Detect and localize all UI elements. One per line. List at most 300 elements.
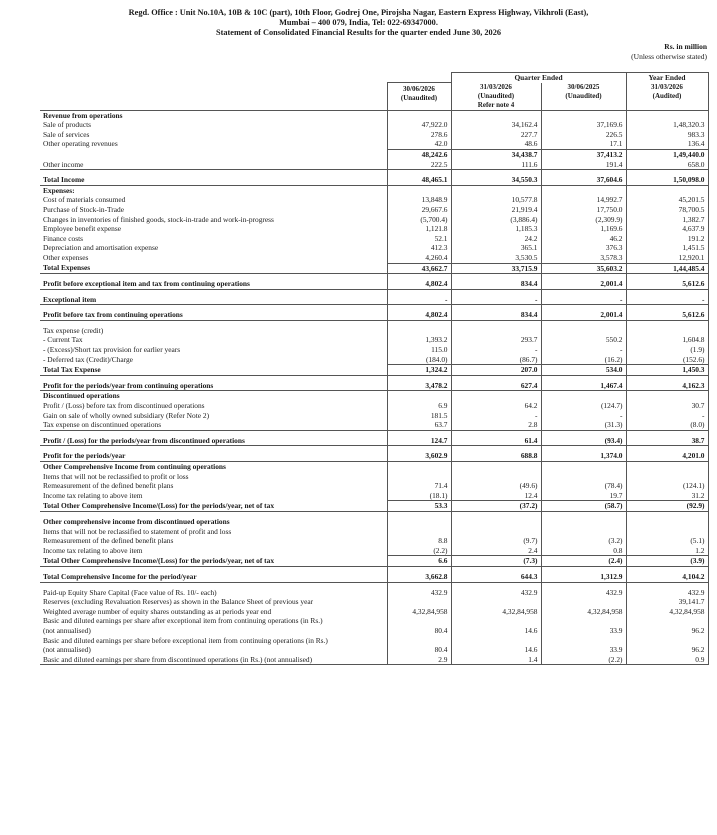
row-value-col2: (9.7) [451, 536, 541, 546]
row-value-col1: 124.7 [387, 436, 451, 446]
row-value-col3: 3,578.3 [541, 253, 626, 263]
row-value-col2: 64.2 [451, 401, 541, 411]
row-value-col4 [626, 517, 708, 527]
row-value-col2: 12.4 [451, 491, 541, 501]
row-label: Revenue from operations [40, 110, 387, 120]
table-row-total-oci-discontinued [40, 556, 708, 567]
row-value-col1: 2.9 [387, 655, 451, 665]
col1-header [387, 83, 451, 111]
row-value-col3: 17,750.0 [541, 205, 626, 215]
table-row-profit-before-exceptional [40, 279, 708, 289]
row-value-col2: 3,530.5 [451, 253, 541, 263]
row-value-col4: (152.6) [626, 355, 708, 365]
row-label: Paid-up Equity Share Capital (Face value of Rs. 10/- each) [43, 587, 217, 597]
row-value-col3: 35,603.2 [541, 263, 626, 274]
row-value-col2: 1.4 [451, 655, 541, 665]
row-value-col1: 42.0 [387, 139, 451, 149]
row-label [40, 149, 387, 159]
year-ended-group: Year Ended [626, 73, 708, 83]
row-value-col3: 33.9 [541, 645, 626, 655]
row-value-col3: 1,467.4 [541, 381, 626, 391]
table-row-disc-income-tax [40, 546, 708, 556]
row-value-col1: 3,662.8 [387, 572, 451, 582]
row-value-col2: 627.4 [451, 381, 541, 391]
row-value-col4: 0.9 [626, 655, 708, 665]
row-value-col3: (2.2) [541, 655, 626, 665]
row-value-col2: 207.0 [451, 365, 541, 376]
row-value-col2: (37.2) [451, 501, 541, 512]
table-row-other-operating-revenues [40, 139, 708, 149]
row-value-col2: 2.4 [451, 546, 541, 556]
row-value-col3: 2,001.4 [541, 279, 626, 289]
table-row-eps-before-exceptional-note [40, 645, 708, 655]
row-value-col4: 191.2 [626, 234, 708, 244]
col3-date: 30/06/2025 [567, 82, 600, 91]
table-row-gain-on-sale [40, 411, 708, 421]
row-value-col4 [626, 326, 708, 336]
row-value-col3 [541, 517, 626, 527]
row-value-col1 [387, 326, 451, 336]
row-value-col1 [387, 110, 451, 120]
row-value-col3: 1,312.9 [541, 572, 626, 582]
row-value-col4 [626, 462, 708, 472]
row-value-col2: 21,919.4 [451, 205, 541, 215]
table-row-oci-continuing-heading [40, 462, 708, 472]
row-label: Gain on sale of wholly owned subsidiary (Refer Note 2) [43, 410, 210, 420]
row-value-col4: 4,162.3 [626, 381, 708, 391]
row-value-col3: 226.5 [541, 130, 626, 140]
row-value-col1: 47,922.0 [387, 120, 451, 130]
row-label: Expenses: [40, 185, 387, 195]
table-row-remeasurement [40, 481, 708, 491]
col2-header [451, 83, 541, 111]
row-value-col4 [626, 616, 708, 626]
col2-date: 31/03/2026 [480, 82, 512, 91]
row-value-col2: 111.6 [451, 160, 541, 170]
table-row-exceptional-item [40, 295, 708, 305]
col2-status: (Unaudited) [477, 91, 515, 100]
row-value-col4: 4,104.2 [626, 572, 708, 582]
row-value-col1: 222.5 [387, 160, 451, 170]
row-value-col4: - [626, 295, 708, 305]
table-row-total-expenses [40, 263, 708, 274]
row-value-col4: - [626, 411, 708, 421]
row-label: Basic and diluted earnings per share from discontinued operations (in Rs.) (not annualised) [43, 654, 313, 664]
row-value-col1 [387, 636, 451, 646]
row-value-col4: 38.7 [626, 436, 708, 446]
row-value-col2 [451, 636, 541, 646]
row-value-col3: - [541, 345, 626, 355]
row-value-col1: (184.0) [387, 355, 451, 365]
row-value-col2 [451, 616, 541, 626]
row-value-col2: 24.2 [451, 234, 541, 244]
row-value-col4: 96.2 [626, 645, 708, 655]
row-value-col2: 33,715.9 [451, 263, 541, 274]
row-value-col1: 71.4 [387, 481, 451, 491]
row-label: Sale of products [43, 120, 92, 130]
row-label: (not annualised) [43, 625, 91, 635]
table-row-eps-after-exceptional-note [40, 626, 708, 636]
row-label: Basic and diluted earnings per share after exceptional item from continuing operations (in Rs.) [43, 616, 323, 626]
table-row-current-tax [40, 335, 708, 345]
row-label: Basic and diluted earnings per share before exceptional item from continuing operations (in Rs.) [43, 635, 328, 645]
row-value-col2: (3,886.4) [451, 215, 541, 225]
row-value-col3: 0.8 [541, 546, 626, 556]
office-city: Mumbai – 400 079, India, Tel: 022-69347000. [279, 18, 438, 27]
row-value-col3 [541, 391, 626, 401]
table-row-total-tax [40, 365, 708, 376]
row-value-col4: 1,49,440.0 [626, 149, 708, 159]
row-value-col2: 2.8 [451, 420, 541, 430]
row-value-col4: 1.2 [626, 546, 708, 556]
row-value-col3: 17.1 [541, 139, 626, 149]
row-value-col3: (31.3) [541, 420, 626, 430]
row-value-col2 [451, 462, 541, 472]
row-value-col3 [541, 185, 626, 195]
row-label: Income tax relating to above item [43, 490, 143, 500]
table-row-profit-for-period [40, 451, 708, 461]
row-label: Other Comprehensive Income from continuing operations [40, 462, 387, 472]
row-value-col4: (92.9) [626, 501, 708, 512]
table-row-finance-costs [40, 234, 708, 244]
row-value-col3 [541, 110, 626, 120]
row-value-col1: 13,848.9 [387, 195, 451, 205]
table-header-group-row [40, 73, 708, 83]
table-row-eps-before-exceptional [40, 636, 708, 646]
table-row-short-tax [40, 345, 708, 355]
row-value-col3 [541, 326, 626, 336]
row-value-col2 [451, 110, 541, 120]
row-value-col4: 31.2 [626, 491, 708, 501]
row-value-col3: (3.2) [541, 536, 626, 546]
row-label: Other expenses [43, 252, 89, 262]
row-label: Discontinued operations [40, 391, 387, 401]
row-value-col2 [451, 597, 541, 607]
row-label: Profit before exceptional item and tax from continuing operations [43, 279, 250, 289]
row-value-col3: 33.9 [541, 626, 626, 636]
row-value-col1: 29,667.6 [387, 205, 451, 215]
row-label: Weighted average number of equity shares outstanding as at periods year end [43, 606, 272, 616]
row-value-col3: 534.0 [541, 365, 626, 376]
row-value-col2 [451, 391, 541, 401]
table-header-date-row [40, 83, 708, 111]
table-row-eps-discontinued [40, 655, 708, 665]
row-value-col2: 293.7 [451, 335, 541, 345]
row-value-col2: 14.6 [451, 645, 541, 655]
row-value-col2: (7.3) [451, 556, 541, 567]
row-value-col1: 63.7 [387, 420, 451, 430]
col3-header [541, 83, 626, 111]
row-value-col3: 550.2 [541, 335, 626, 345]
table-row-sale-of-services [40, 130, 708, 140]
registered-office: Regd. Office : Unit No.10A, 10B & 10C (part), 10th Floor, Godrej One, Pirojsha Nagar, Eastern Express Highway, Vikhroli (East), [128, 8, 589, 17]
row-value-col3: 432.9 [541, 588, 626, 598]
row-value-col1: (5,700.4) [387, 215, 451, 225]
row-value-col4: (5.1) [626, 536, 708, 546]
row-label: Finance costs [43, 233, 84, 243]
row-value-col3: 37,169.6 [541, 120, 626, 130]
row-value-col4 [626, 472, 708, 482]
row-value-col1 [387, 391, 451, 401]
table-row-profit-before-tax [40, 310, 708, 320]
row-value-col3: 2,001.4 [541, 310, 626, 320]
row-value-col4: 1,44,485.4 [626, 263, 708, 274]
table-row-profit-continuing [40, 381, 708, 391]
row-value-col4: 39,141.7 [626, 597, 708, 607]
row-value-col1: 48,242.6 [387, 149, 451, 159]
row-label: Sale of services [43, 129, 90, 139]
row-value-col2 [451, 326, 541, 336]
table-body [40, 110, 708, 665]
row-value-col3: - [541, 411, 626, 421]
row-value-col1 [387, 597, 451, 607]
row-value-col4: 78,700.5 [626, 205, 708, 215]
row-value-col1: 181.5 [387, 411, 451, 421]
row-value-col4: 658.0 [626, 160, 708, 170]
row-label: Total Other Comprehensive Income/(Loss) for the periods/year, net of tax [43, 500, 275, 510]
row-value-col2: 34,438.7 [451, 149, 541, 159]
row-label: Items that will not be reclassified to statement of profit and loss [43, 526, 232, 536]
row-value-col4 [626, 636, 708, 646]
row-value-col1: 4,802.4 [387, 310, 451, 320]
row-value-col4: (3.9) [626, 556, 708, 567]
row-value-col2 [451, 185, 541, 195]
table-row-expenses-heading [40, 185, 708, 195]
row-value-col2: 1,185.3 [451, 224, 541, 234]
table-row-deferred-tax [40, 355, 708, 365]
row-value-col1: (18.1) [387, 491, 451, 501]
row-value-col1 [387, 462, 451, 472]
row-value-col4 [626, 391, 708, 401]
row-value-col3: 37,604.6 [541, 175, 626, 185]
row-value-col2: 34,550.3 [451, 175, 541, 185]
row-value-col2: 4,32,84,958 [451, 607, 541, 617]
col4-status: (Audited) [652, 91, 682, 100]
row-value-col1: 53.3 [387, 501, 451, 512]
row-value-col1 [387, 472, 451, 482]
results-table [40, 72, 709, 665]
col2-note: Refer note 4 [477, 100, 515, 109]
row-value-col1: 80.4 [387, 626, 451, 636]
table-end-row [40, 665, 708, 666]
row-label: (not annualised) [43, 645, 91, 655]
table-row-sale-of-products [40, 120, 708, 130]
row-value-col1: (2.2) [387, 546, 451, 556]
row-value-col4: 1,451.5 [626, 243, 708, 253]
row-value-col4: 1,50,098.0 [626, 175, 708, 185]
table-row-tax-heading [40, 326, 708, 336]
row-label: Exceptional item [43, 294, 97, 304]
row-value-col4: 45,201.5 [626, 195, 708, 205]
table-row-changes-in-inventories [40, 215, 708, 225]
row-value-col1: 278.6 [387, 130, 451, 140]
col1-date: 30/06/2026 [403, 85, 435, 94]
table-row-revenue-heading [40, 110, 708, 120]
row-value-col1 [387, 517, 451, 527]
row-value-col2: - [451, 345, 541, 355]
row-label: Tax expense on discontinued operations [43, 420, 162, 430]
table-row-weighted-average-shares [40, 607, 708, 617]
row-value-col3 [541, 462, 626, 472]
row-value-col1: 52.1 [387, 234, 451, 244]
table-row-reserves [40, 597, 708, 607]
row-value-col1: - [387, 295, 451, 305]
row-value-col4 [626, 110, 708, 120]
row-value-col2: - [451, 295, 541, 305]
row-label: Items that will not be reclassified to profit or loss [43, 471, 189, 481]
row-value-col1 [387, 185, 451, 195]
col4-date: 31/03/2026 [651, 82, 683, 91]
row-label: Employee benefit expense [43, 224, 121, 234]
units-label: Rs. in million [664, 42, 707, 51]
row-label: - (Excess)/Short tax provision for earlier years [43, 345, 181, 355]
row-value-col4: 136.4 [626, 139, 708, 149]
row-value-col4 [626, 185, 708, 195]
table-row-eps-after-exceptional [40, 616, 708, 626]
row-value-col3: 1,374.0 [541, 451, 626, 461]
row-value-col4: (1.9) [626, 345, 708, 355]
row-value-col2: 34,162.4 [451, 120, 541, 130]
row-value-col4: 5,612.6 [626, 279, 708, 289]
row-value-col3: 376.3 [541, 243, 626, 253]
row-value-col1: 3,478.2 [387, 381, 451, 391]
row-value-col1: 115.0 [387, 345, 451, 355]
row-value-col2: 10,577.8 [451, 195, 541, 205]
row-value-col3 [541, 472, 626, 482]
row-value-col2: (49.6) [451, 481, 541, 491]
row-value-col3 [541, 616, 626, 626]
row-value-col3 [541, 636, 626, 646]
row-value-col2: 365.1 [451, 243, 541, 253]
table-row-equity-share-capital [40, 588, 708, 598]
row-label: Reserves (excluding Revaluation Reserves) as shown in the Balance Sheet of previous year [43, 597, 314, 607]
row-value-col1: 6.9 [387, 401, 451, 411]
row-value-col2: 834.4 [451, 279, 541, 289]
row-value-col3: 46.2 [541, 234, 626, 244]
table-row-discontinued-heading [40, 391, 708, 401]
row-value-col4: 4,201.0 [626, 451, 708, 461]
row-value-col4: 12,920.1 [626, 253, 708, 263]
table-row-disc-remeasurement [40, 536, 708, 546]
row-value-col2: 688.8 [451, 451, 541, 461]
row-value-col1: 43,662.7 [387, 263, 451, 274]
row-value-col4: 30.7 [626, 401, 708, 411]
row-value-col3: 37,413.2 [541, 149, 626, 159]
col4-header [626, 83, 708, 111]
row-value-col1: 1,324.2 [387, 365, 451, 376]
table-row-total-income [40, 175, 708, 185]
row-value-col3: (2.4) [541, 556, 626, 567]
table-row-oci-income-tax [40, 491, 708, 501]
row-value-col3 [541, 527, 626, 537]
row-label: Cost of materials consumed [43, 195, 126, 205]
row-value-col2 [451, 527, 541, 537]
row-label: Total Tax Expense [43, 364, 101, 374]
row-label: Profit / (Loss) before tax from discontinued operations [43, 401, 205, 411]
row-value-col3: (16.2) [541, 355, 626, 365]
row-value-col4: 5,612.6 [626, 310, 708, 320]
row-value-col3: 19.7 [541, 491, 626, 501]
row-value-col1: 412.3 [387, 243, 451, 253]
row-value-col4: 4,637.9 [626, 224, 708, 234]
row-value-col2: 227.7 [451, 130, 541, 140]
row-value-col1: 8.8 [387, 536, 451, 546]
row-value-col1 [387, 616, 451, 626]
row-value-col4: (124.1) [626, 481, 708, 491]
row-value-col2: (86.7) [451, 355, 541, 365]
table-row-depreciation [40, 243, 708, 253]
row-value-col3: (78.4) [541, 481, 626, 491]
row-value-col3: (58.7) [541, 501, 626, 512]
table-row-other-income [40, 160, 708, 170]
row-value-col3: 191.4 [541, 160, 626, 170]
row-label: Total Income [43, 175, 85, 185]
row-value-col1: 3,602.9 [387, 451, 451, 461]
table-row-oci-disc-not-reclassified [40, 527, 708, 537]
row-value-col3: (2,309.9) [541, 215, 626, 225]
table-row-oci-not-reclassified [40, 472, 708, 482]
row-value-col3: (93.4) [541, 436, 626, 446]
row-value-col2: 644.3 [451, 572, 541, 582]
row-label: Remeasurement of the defined benefit plans [43, 481, 174, 491]
row-value-col2: - [451, 411, 541, 421]
row-value-col3 [541, 597, 626, 607]
row-label: Tax expense (credit) [43, 325, 104, 335]
row-label: Purchase of Stock-in-Trade [43, 204, 125, 214]
table-row-revenue-total [40, 149, 708, 159]
row-value-col1 [387, 527, 451, 537]
row-label: Changes in inventories of finished goods, stock-in-trade and work-in-progress [43, 214, 274, 224]
row-value-col1: 4,260.4 [387, 253, 451, 263]
table-row-materials-consumed [40, 195, 708, 205]
table-row-oci-discontinued-heading [40, 517, 708, 527]
row-label: Profit before tax from continuing operations [43, 310, 183, 320]
row-label: Total Expenses [43, 263, 91, 272]
table-row-total-comprehensive-income [40, 572, 708, 582]
row-value-col3: (124.7) [541, 401, 626, 411]
row-value-col4: 96.2 [626, 626, 708, 636]
table-row-stock-in-trade [40, 205, 708, 215]
row-value-col3: 1,169.6 [541, 224, 626, 234]
row-value-col1: 80.4 [387, 645, 451, 655]
col3-status: (Unaudited) [565, 91, 602, 100]
table-row-discontinued-profit-before-tax [40, 401, 708, 411]
row-value-col2: 48.6 [451, 139, 541, 149]
row-label: Total Other Comprehensive Income/(Loss) for the periods/year, net of tax [43, 555, 275, 565]
row-value-col1: 4,802.4 [387, 279, 451, 289]
row-value-col2 [451, 517, 541, 527]
units-note: (Unless otherwise stated) [631, 52, 707, 61]
table-row-other-expenses [40, 253, 708, 263]
row-value-col3: - [541, 295, 626, 305]
row-label: Other comprehensive income from discontinued operations [43, 516, 230, 526]
row-value-col2: 14.6 [451, 626, 541, 636]
row-label: Remeasurement of the defined benefit plans [43, 536, 174, 546]
row-label: Income tax relating to above item [43, 545, 143, 555]
row-value-col3: 4,32,84,958 [541, 607, 626, 617]
row-label: - Current Tax [43, 335, 83, 345]
row-value-col1: 432.9 [387, 588, 451, 598]
row-label: Total Comprehensive Income for the period/year [43, 571, 197, 581]
row-value-col4: 1,604.8 [626, 335, 708, 345]
table-row-discontinued-tax [40, 420, 708, 430]
row-value-col4: 983.3 [626, 130, 708, 140]
row-value-col2 [451, 472, 541, 482]
row-value-col1: 4,32,84,958 [387, 607, 451, 617]
table-row-total-oci-continuing [40, 501, 708, 512]
row-label: Other operating revenues [43, 139, 118, 149]
quarter-ended-group: Quarter Ended [451, 73, 626, 83]
